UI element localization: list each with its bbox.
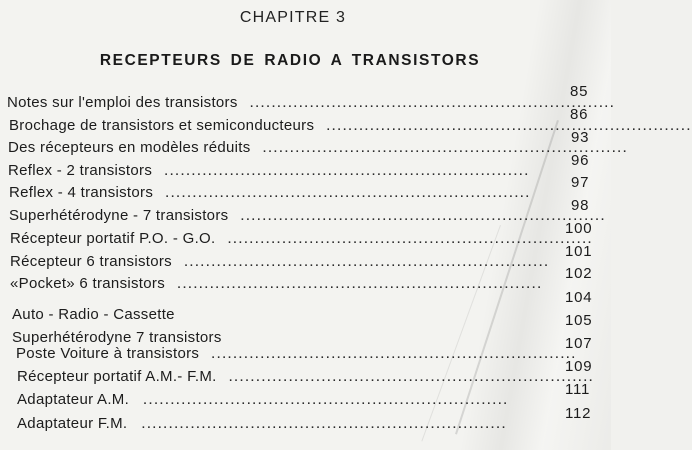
toc-entry-title: Brochage de transistors et semiconducteurs	[9, 117, 315, 134]
toc-entry	[8, 160, 531, 182]
toc-leader-dots: ...................................................................	[211, 349, 578, 361]
toc-entry-title: Superhétérodyne - 7 transistors	[9, 207, 229, 224]
toc-entry	[17, 413, 524, 435]
toc-leader-dots: ...................................................................	[143, 395, 510, 407]
toc-entry-title: Superhétérodyne 7 transistors	[12, 329, 222, 346]
toc-entry-title: Récepteur portatif A.M.- F.M.	[17, 368, 217, 385]
toc-page-number: 101	[565, 243, 593, 260]
toc-entry	[16, 343, 578, 365]
toc-leader-dots: ...................................................................	[227, 234, 594, 246]
toc-leader-dots: ...................................................................	[326, 121, 692, 133]
toc-page-number: 96	[571, 152, 590, 169]
toc-entry-title: Reflex - 2 transistors	[8, 162, 153, 179]
toc-page-number: 105	[565, 312, 593, 329]
toc-leader-dots: ...................................................................	[177, 279, 544, 291]
toc-entry	[12, 320, 226, 346]
toc-leader-dots: ...................................................................	[165, 188, 532, 200]
toc-entry	[10, 251, 550, 273]
toc-entry-title: Notes sur l'emploi des transistors	[7, 94, 238, 111]
toc-leader-dots: ...................................................................	[240, 211, 607, 223]
toc-page-number: 102	[565, 265, 593, 282]
toc-entry	[7, 92, 616, 114]
toc-entry-title: Récepteur 6 transistors	[10, 253, 172, 270]
toc-page-number: 97	[571, 174, 590, 191]
toc-page-number: 98	[571, 197, 590, 214]
toc-entry-title: Adaptateur F.M.	[17, 415, 128, 432]
toc-page-number: 107	[565, 335, 593, 352]
toc-page-number: 100	[565, 220, 593, 237]
toc-entry-title: Récepteur portatif P.O. - G.O.	[10, 230, 216, 247]
toc-page-number: 85	[570, 83, 589, 100]
toc-leader-dots: ...................................................................	[184, 257, 550, 269]
toc-page-number: 104	[565, 289, 593, 306]
toc-leader-dots: ...................................................................	[263, 143, 629, 155]
toc-entry-title: Adaptateur A.M.	[17, 391, 130, 408]
toc-entry	[9, 115, 692, 137]
toc-leader-dots: ...................................................................	[229, 372, 595, 384]
toc-page-number: 93	[571, 129, 590, 146]
toc-page-number: 109	[565, 358, 593, 375]
toc-leader-dots: ...................................................................	[164, 166, 531, 178]
chapter-heading: CHAPITRE 3	[239, 9, 347, 26]
toc-page-number: 112	[565, 405, 592, 422]
toc-entry-title: Reflex - 4 transistors	[9, 184, 154, 201]
toc-leader-dots: ...................................................................	[250, 98, 616, 110]
toc-entry-title: Poste Voiture à transistors	[16, 345, 200, 362]
section-title: RECEPTEURS DE RADIO A TRANSISTORS	[99, 52, 481, 69]
toc-entry	[9, 182, 532, 204]
toc-entry-title: «Pocket» 6 transistors	[10, 275, 166, 292]
toc-page-number: 111	[565, 381, 591, 398]
toc-entry	[12, 297, 179, 323]
toc-page-number: 86	[570, 106, 589, 123]
toc-entry-title: Auto - Radio - Cassette	[12, 306, 175, 323]
toc-entry-title: Des récepteurs en modèles réduits	[8, 139, 251, 156]
toc-entry	[17, 389, 524, 411]
toc-leader-dots: ...................................................................	[141, 419, 508, 431]
toc-entry	[10, 273, 544, 295]
